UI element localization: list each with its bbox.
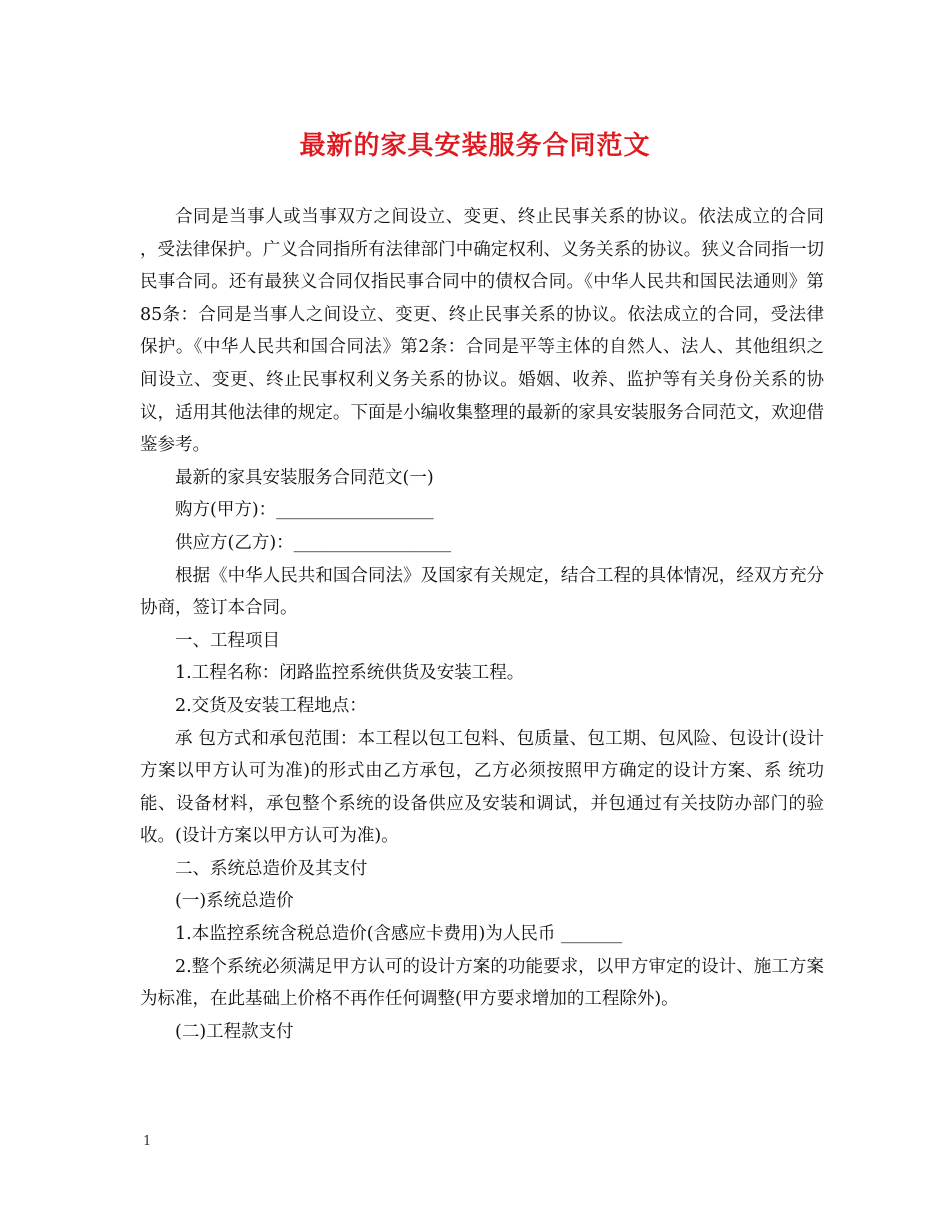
section-heading-price: 二、系统总造价及其支付 (175, 858, 368, 879)
total-price-line: 1.本监控系统含税总造价(含感应卡费用)为人民币 _______ (175, 924, 623, 945)
preamble-paragraph: 根据《中华人民共和国合同法》及国家有关规定，结合工程的具体情况，经双方充分协商，签订本合同。 (140, 565, 824, 619)
price-requirement-paragraph: 2.整个系统必须满足甲方认可的设计方案的功能要求，以甲方审定的设计、施工方案为标准，在此基础上价格不再作任何调整(甲方要求增加的工程除外)。 (140, 956, 824, 1010)
document-title: 最新的家具安装服务合同范文 (299, 131, 651, 161)
install-location-line: 2.交货及安装工程地点： (175, 695, 367, 716)
contract-heading: 最新的家具安装服务合同范文(一) (175, 467, 434, 488)
subsection-total-price: (一)系统总造价 (175, 891, 294, 912)
intro-paragraph: 合同是当事人或当事双方之间设立、变更、终止民事关系的协议。依法成立的合同 ，受法律保护。广义合同指所有法律部门中确定权利、义务关系的协议。狭义合同指一切民事合同。还有最狭义合同仅指民事合同中的债权合同。《中华人民共和国民法通则》第85条：合同是当事人之间设立、变更、终止民事关系的协议。依法成立的合同，受法律保护。《中华人民共和国合同法》第2条：合同是平等主体的自然人、法人、其他组织之间设立、变更、终止民事权利义务关系的协议。婚姻、收养、监护等有关身份关系的协议，适用其他法律的规定。下面是小编收集整理的最新的家具安装服务合同范文，欢迎借鉴参考。 (140, 207, 824, 456)
document-body (140, 201, 824, 1048)
supplier-line: 供应方(乙方)：__________________ (175, 532, 452, 553)
contract-scope-paragraph: 承 包方式和承包范围：本工程以包工包料、包质量、包工期、包风险、包设计(设计方案以甲方认可为准)的形式由乙方承包，乙方必须按照甲方确定的设计方案、系 统功能、设备材料，承包整个系统的设备供应及安装和调试，并包通过有关技防办部门的验收。(设计方案以甲方认可为准)。 (140, 728, 824, 847)
buyer-line: 购方(甲方)：__________________ (175, 500, 434, 521)
project-name-line: 1.工程名称：闭路监控系统供货及安装工程。 (175, 663, 525, 684)
section-heading-project: 一、工程项目 (175, 630, 280, 651)
page-number: 1 (143, 1134, 152, 1149)
subsection-payment: (二)工程款支付 (175, 1021, 294, 1042)
